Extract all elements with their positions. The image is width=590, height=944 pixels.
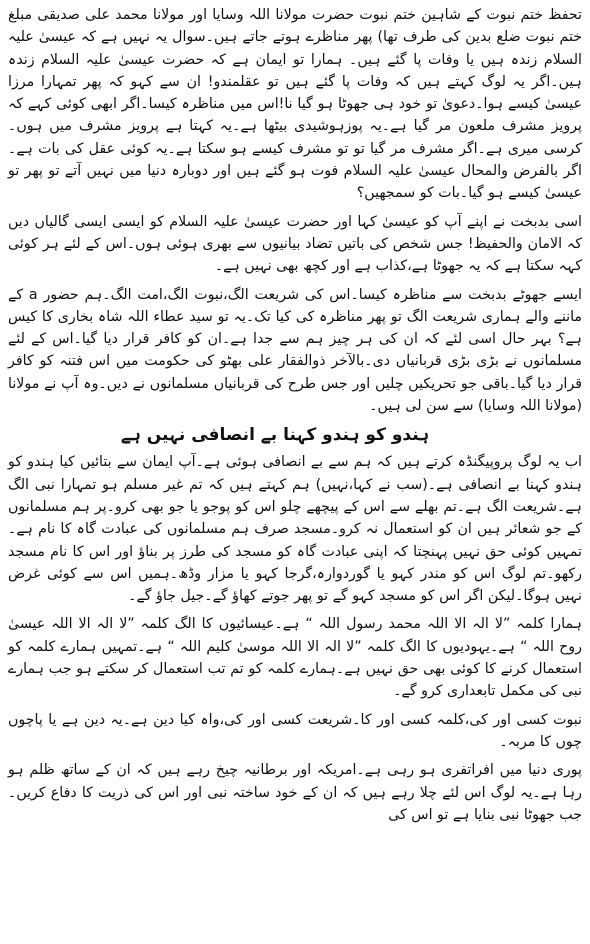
paragraph-kalma: ہمارا کلمہ ”لا الہ الا اللہ محمد رسول اللہ “ ہے۔عیسائیوں کا الگ کلمہ ”لا الہ الا اللہ عیسیٰ روح اللہ “ ہے۔یہودیوں کا الگ کلمہ ”لا الہ الا اللہ موسیٰ کلیم اللہ “ ہے۔تمہیں ہمارے کلمہ کو استعمال کرنے کا کوئی بھی حق نہیں ہے۔ہمارے کلمہ کو تم تب استعمال کر سکتے ہو جب ہمارے نبی کی مکمل تابعداری کرو گے۔ xyxy=(8,616,582,700)
paragraph-khatm-e-nabuwat: تحفظ ختم نبوت کے شاہین ختم نبوت حضرت مولانا اللہ وسایا اور مولانا محمد علی صدیقی مبلغ ختم نبوت ضلع بدین کی طرف تھا) پھر مناظرے ہوتے جاتے ہیں۔سوال یہ نہیں ہے کہ عیسیٰ علیہ السلام زندہ ہیں یا وفات پا گئے ہیں۔ ہمارا تو ایمان ہے کہ حضرت عیسیٰ علیہ السلام زندہ ہیں۔اگر یہ لوگ کہتے ہیں کہ وفات پا گئے ہیں تو عقلمندو! ان سے کہو کہ پھر تمہارا مرزا عیسیٰ کیسے ہوا۔دعویٰ تو خود ہی جھوٹا ہو گیا نا!اس میں مناظرہ کیسا۔اگر ابھی کوئی کہے کہ پرویز مشرف ملعون مر گیا ہے۔یہ پوزہوشیدی بیٹھا ہے۔یہ کہتا ہے پرویز مشرف میں ہوں۔کرسی میری ہے۔اگر مشرف مر گیا تو تو مشرف کیسے ہو سکتا ہے۔یہ کوئی عقل کی بات ہے۔اگر بالفرض والمحال عیسیٰ علیہ السلام فوت ہو گئے ہیں اور دوبارہ دنیا میں نہیں آتے تو پھر تو عیسیٰ کیسے ہو گیا۔بات کو سمجھیں؟ xyxy=(8,7,582,202)
section-heading: ہندو کو ہندو کہنا بے انصافی نہیں ہے xyxy=(120,425,430,446)
paragraph-badbakht: اسی بدبخت نے اپنے آپ کو عیسیٰ کہا اور حضرت عیسیٰ علیہ السلام کو ایسی ایسی گالیاں دیں کہ الامان والحفیظ! جس شخص کی باتیں تضاد بیانیوں سے بھری ہوئی ہوں۔اس کے لئے ہر کوئی کہہ سکتا ہے کہ یہ جھوٹا ہے،کذاب ہے اور کچھ بھی نہیں ہے۔ xyxy=(8,213,582,275)
paragraph-munazra: ایسے جھوٹے بدبخت سے مناظرہ کیسا۔اس کی شریعت الگ،نبوت الگ،امت الگ۔ہم حضور a کے ماننے والے ہماری شریعت الگ تو پھر مناظرہ کی کیا تک۔یہ تو سید عطاء اللہ شاہ بخاری کا کیس ہے؟ بہر حال اسی لئے کہ ان کی ہر چیز ہم سے جدا ہے۔ان کو کافر قرار دیا گیا۔اس کے لئے مسلمانوں نے بڑی بڑی قربانیاں دی۔بالآخر ذوالفقار علی بھٹو کی حکومت میں اس فتنہ کو کافر قرار دیا گیا۔باقی جو تحریکیں چلیں اور جس طرح کی قربانیاں مسلمانوں نے دیں۔وہ آپ نے مولانا (مولانا اللہ وسایا) سے سن لی ہیں۔ xyxy=(8,286,583,415)
paragraph-duniya: پوری دنیا میں افراتفری ہو رہی ہے۔امریکہ اور برطانیہ چیخ رہے ہیں کہ ان کے ساتھ ظلم ہو رہا ہے۔یہ لوگ اس لئے چلا رہے ہیں کہ ان کے خود ساختہ نبی اور اس کی ذریت کا دفاع کریں۔جب جھوٹا نبی بنایا ہے تو اس کی xyxy=(8,762,582,823)
paragraph-propaganda: اب یہ لوگ پروپیگنڈہ کرتے ہیں کہ ہم سے بے انصافی ہوئی ہے۔آپ ایمان سے بتائیں کیا ہندو کو ہندو کہنا بے انصافی ہے۔(سب نے کہا،نہیں) ہم کہتے ہیں کہ تم غیر مسلم ہو تمہارا نبی الگ ہے۔شریعت الگ ہے۔تم بھلے سے اس کے پیچھے چلو اس کو پوجو یا جو بھی کرو۔پر ہم مسلمانوں کے جو شعائر ہیں ان کو استعمال نہ کرو۔مسجد صرف ہم مسلمانوں کی عبادت گاہ کا نام ہے۔تمہیں کوئی حق نہیں پہنچتا کہ اپنی عبادت گاہ کو مسجد کی طرز پر بناؤ اور اس کا نام مسجد رکھو۔تم لوگ اس کو مندر کہو یا گوردوارہ،گرجا کہو یا مزار وڈھ۔ہمیں اس سے کوئی غرض نہیں ہوگا۔لیکن اگر اس کو مسجد کہو گے تو پھر جوتے کھاؤ گے۔جیل جاؤ گے۔ xyxy=(8,454,582,605)
paragraph-nabuwat: نبوت کسی اور کی،کلمہ کسی اور کا۔شریعت کسی اور کی،واہ کیا دین ہے۔یہ دین ہے یا پاچوں چوں کا مربہ۔ xyxy=(8,711,582,750)
